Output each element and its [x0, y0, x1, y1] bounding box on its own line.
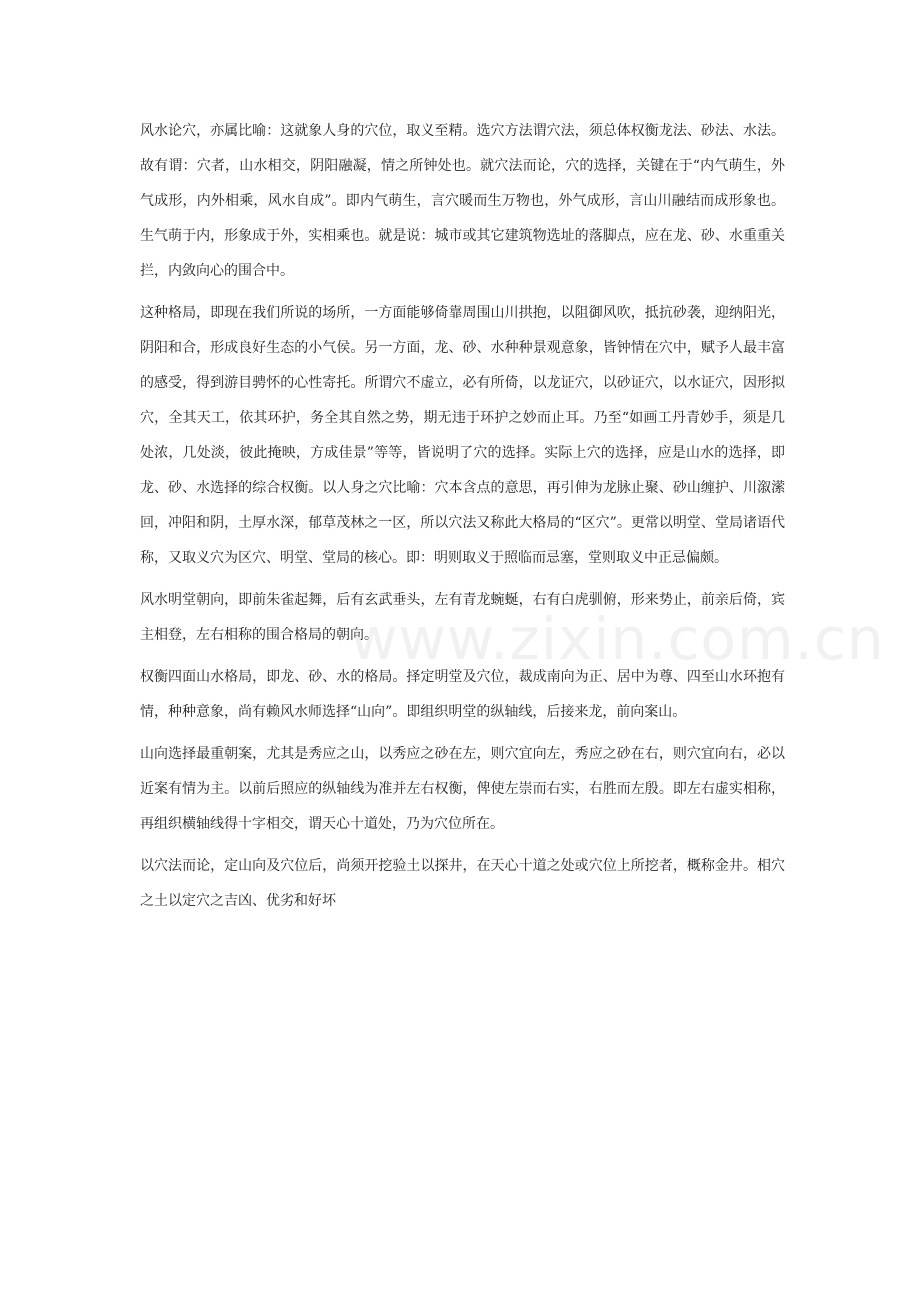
document-body: [140, 114, 785, 926]
paragraph-5: 山向选择最重朝案，尤其是秀应之山，以秀应之砂在左，则穴宜向左，秀应之砂在右，则穴宜向右，必以近案有情为主。以前后照应的纵轴线为准并左右权衡，俾使左崇而右实，右胜而左殷。即左右虚实相称，再组织横轴线得十字相交，谓天心十道处，乃为穴位所在。: [140, 746, 785, 832]
paragraph-2: 这种格局，即现在我们所说的场所，一方面能够倚靠周围山川拱抱，以阻御风吹，抵抗砂袭，迎纳阳光，阴阳和合，形成良好生态的小气侯。另一方面，龙、砂、水种种景观意象，皆钟情在穴中，赋予人最丰富的感受，得到游目骋怀的心性寄托。所谓穴不虚立，必有所倚，以龙证穴，以砂证穴，以水证穴，因形拟穴，全其天工，依其环护，务全其自然之势，期无违于环护之妙而止耳。乃至“如画工丹青妙手，须是几处浓，几处淡，彼此掩映，方成佳景”等等，皆说明了穴的选择。实际上穴的选择，应是山水的选择，即龙、砂、水选择的综合权衡。以人身之穴比喻：穴本含点的意思，再引伸为龙脉止聚、砂山缠护、川溆潆回，冲阳和阴，土厚水深，郁草茂林之一区，所以穴法又称此大格局的“区穴”。更常以明堂、堂局诸语代称，又取义穴为区穴、明堂、堂局的核心。即：明则取义于照临而忌塞，堂则取义中正忌偏颇。: [140, 305, 785, 566]
paragraph-3: 风水明堂朝向，即前朱雀起舞，后有玄武垂头，左有青龙蜿蜒，右有白虎驯俯，形来势止，前亲后倚，宾主相登，左右相称的围合格局的朝向。: [140, 592, 785, 643]
paragraph-6: 以穴法而论，定山向及穴位后，尚须开挖验土以探井，在天心十道之处或穴位上所挖者，概称金井。相穴之土以定穴之吉凶、优劣和好坏: [140, 858, 785, 909]
paragraph-4: 权衡四面山水格局，即龙、砂、水的格局。择定明堂及穴位，裁成南向为正、居中为尊、四至山水环抱有情，种种意象，尚有赖风水师选择“山向”。即组织明堂的纵轴线，后接来龙，前向案山。: [140, 669, 785, 720]
paragraph-1: 风水论穴，亦属比喻：这就象人身的穴位，取义至精。选穴方法谓穴法，须总体权衡龙法、砂法、水法。故有谓：穴者，山水相交，阴阳融凝，情之所钟处也。就穴法而论，穴的选择，关键在于“内气萌生，外气成形，内外相乘，风水自成”。即内气萌生，言穴暖而生万物也，外气成形，言山川融结而成形象也。生气萌于内，形象成于外，实相乘也。就是说：城市或其它建筑物选址的落脚点，应在龙、砂、水重重关拦，内敛向心的围合中。: [140, 123, 785, 279]
watermark: www.zixin.com.cn: [350, 605, 885, 673]
